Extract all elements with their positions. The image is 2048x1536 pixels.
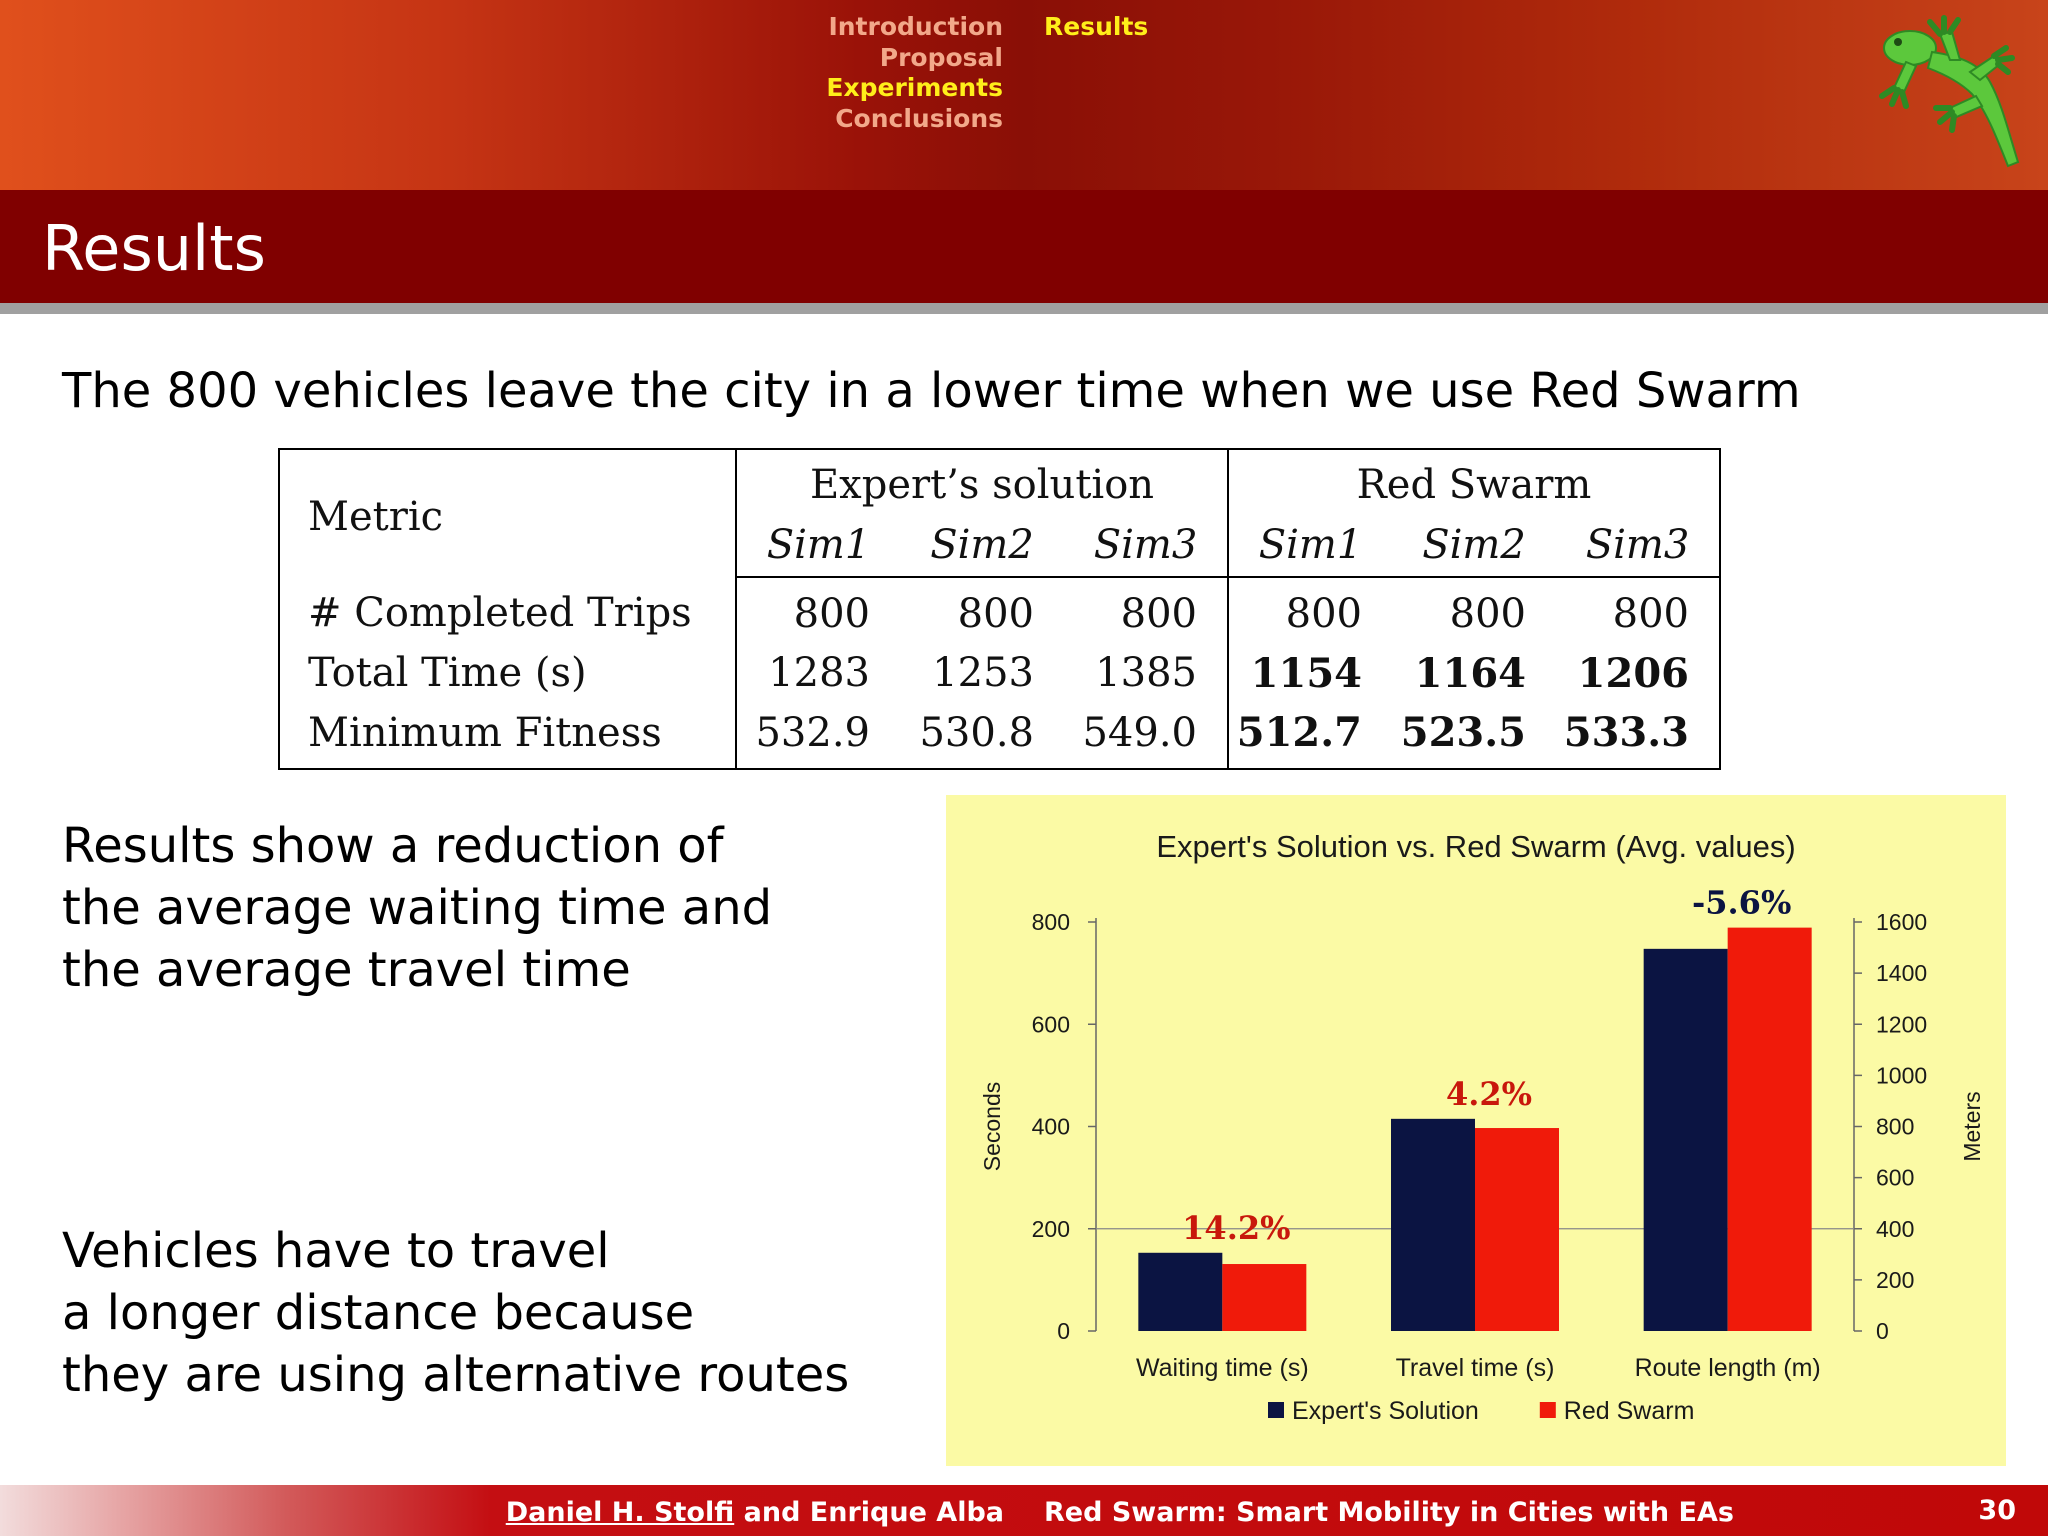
sim-header: Sim3 — [1064, 513, 1228, 577]
slide-footer — [0, 1485, 2048, 1536]
bar-red-swarm — [1222, 1264, 1306, 1331]
nav-section-conclusions[interactable]: Conclusions — [835, 103, 1003, 133]
table-cell: 800 — [1064, 577, 1228, 641]
sim-header: Sim2 — [1392, 513, 1556, 577]
text-line: Results show a reduction of — [62, 818, 724, 874]
bar-annotation: 4.2% — [1445, 1074, 1533, 1113]
table-cell: 1164 — [1414, 649, 1526, 697]
table-cell: 533.3 — [1563, 709, 1689, 756]
text-line: Vehicles have to travel — [62, 1223, 610, 1279]
text-line: the average travel time — [62, 942, 631, 998]
table-cell: 1154 — [1250, 649, 1362, 697]
chart-canvas — [946, 795, 2006, 1466]
nav-section-experiments[interactable]: Experiments — [826, 73, 1003, 102]
y-axis-label: Seconds — [979, 1081, 1005, 1172]
chart-title: Expert's Solution vs. Red Swarm (Avg. values) — [1156, 829, 1796, 864]
bar-expert — [1391, 1119, 1475, 1331]
comparison-chart — [946, 795, 2006, 1466]
table-cell: 800 — [1449, 590, 1526, 637]
footer-authors — [506, 1497, 1004, 1528]
table-cell: 1253 — [932, 650, 1034, 696]
y-right-tick-label: 400 — [1876, 1215, 1915, 1242]
table-cell: 549.0 — [1064, 705, 1228, 769]
section-nav — [826, 12, 1003, 134]
table-cell: 530.8 — [919, 709, 1034, 756]
legend-swatch — [1268, 1402, 1284, 1418]
legend-label: Red Swarm — [1563, 1397, 1695, 1425]
nav-subsection-results[interactable]: Results — [1044, 12, 1149, 41]
y-right-tick-label: 800 — [1876, 1113, 1915, 1140]
table-cell: 523.5 — [1400, 709, 1526, 756]
nav-section-proposal[interactable]: Proposal — [879, 42, 1003, 72]
y-tick-label: 400 — [1031, 1113, 1070, 1140]
y-right-tick-label: 600 — [1876, 1164, 1915, 1191]
row-label: Minimum Fitness — [279, 705, 736, 769]
table-cell: 1206 — [1577, 649, 1689, 697]
y-right-tick-label: 1000 — [1876, 1062, 1928, 1089]
gecko-logo-icon — [1840, 12, 2040, 176]
y-right-tick-label: 1600 — [1876, 909, 1928, 935]
y-tick-label: 800 — [1031, 909, 1070, 935]
x-tick-label: Travel time (s) — [1395, 1354, 1555, 1382]
sim-header: Sim1 — [736, 513, 900, 577]
bar-expert — [1138, 1253, 1222, 1331]
author-rest: and Enrique Alba — [734, 1497, 1004, 1528]
table-cell: 800 — [1612, 590, 1689, 637]
note-distance — [62, 1220, 849, 1406]
y-tick-label: 600 — [1031, 1011, 1070, 1038]
x-tick-label: Waiting time (s) — [1135, 1354, 1309, 1382]
row-label: Total Time (s) — [279, 641, 736, 705]
y-right-tick-label: 0 — [1876, 1318, 1889, 1344]
y-right-tick-label: 1400 — [1876, 960, 1928, 987]
group-header-expert: Expert’s solution — [736, 449, 1228, 513]
table-cell: 1283 — [768, 650, 870, 696]
y-right-tick-label: 1200 — [1876, 1011, 1928, 1038]
y-right-axis-label: Meters — [1959, 1091, 1985, 1162]
legend-swatch — [1540, 1402, 1556, 1418]
text-line: a longer distance because — [62, 1285, 695, 1341]
bar-annotation: 14.2% — [1182, 1208, 1291, 1247]
legend-label: Expert's Solution — [1292, 1397, 1479, 1425]
sim-header: Sim3 — [1556, 513, 1720, 577]
sim-header: Sim2 — [900, 513, 1064, 577]
table-row — [279, 641, 1720, 705]
author-link[interactable]: Daniel H. Stolfi — [505, 1497, 735, 1528]
text-line: they are using alternative routes — [62, 1347, 850, 1403]
slide-title: Results — [42, 212, 266, 285]
table-row — [279, 577, 1720, 641]
page-number: 30 — [1978, 1495, 2016, 1526]
y-tick-label: 200 — [1031, 1215, 1070, 1242]
table-cell: 800 — [957, 590, 1034, 637]
text-line: the average waiting time and — [62, 880, 773, 936]
table-header-row — [279, 449, 1720, 513]
note-reduction — [62, 815, 772, 1001]
subsection-nav — [1044, 12, 1148, 43]
results-table — [278, 448, 1721, 770]
table-cell: 532.9 — [755, 709, 870, 756]
y-right-tick-label: 200 — [1876, 1266, 1915, 1293]
slide-header — [0, 0, 2048, 190]
bar-expert — [1644, 949, 1728, 1331]
intro-text: The 800 vehicles leave the city in a lower time when we use Red Swarm — [62, 363, 1801, 419]
table-cell: 1385 — [1064, 641, 1228, 705]
footer-talk-title: Red Swarm: Smart Mobility in Cities with EAs — [1044, 1497, 1734, 1528]
bar-red-swarm — [1475, 1128, 1559, 1331]
table-cell: 800 — [1285, 590, 1362, 637]
nav-section-introduction[interactable]: Introduction — [828, 12, 1003, 41]
table-row — [279, 705, 1720, 769]
bar-annotation: -5.6% — [1691, 883, 1792, 922]
sim-header: Sim1 — [1228, 513, 1392, 577]
x-tick-label: Route length (m) — [1634, 1354, 1821, 1382]
metric-header: Metric — [279, 449, 736, 577]
row-label: # Completed Trips — [279, 577, 736, 641]
table-cell: 800 — [793, 590, 870, 637]
y-tick-label: 0 — [1057, 1318, 1070, 1344]
title-bar — [0, 190, 2048, 314]
group-header-red-swarm: Red Swarm — [1356, 461, 1592, 508]
table-cell: 512.7 — [1236, 709, 1362, 756]
bar-red-swarm — [1728, 928, 1812, 1331]
